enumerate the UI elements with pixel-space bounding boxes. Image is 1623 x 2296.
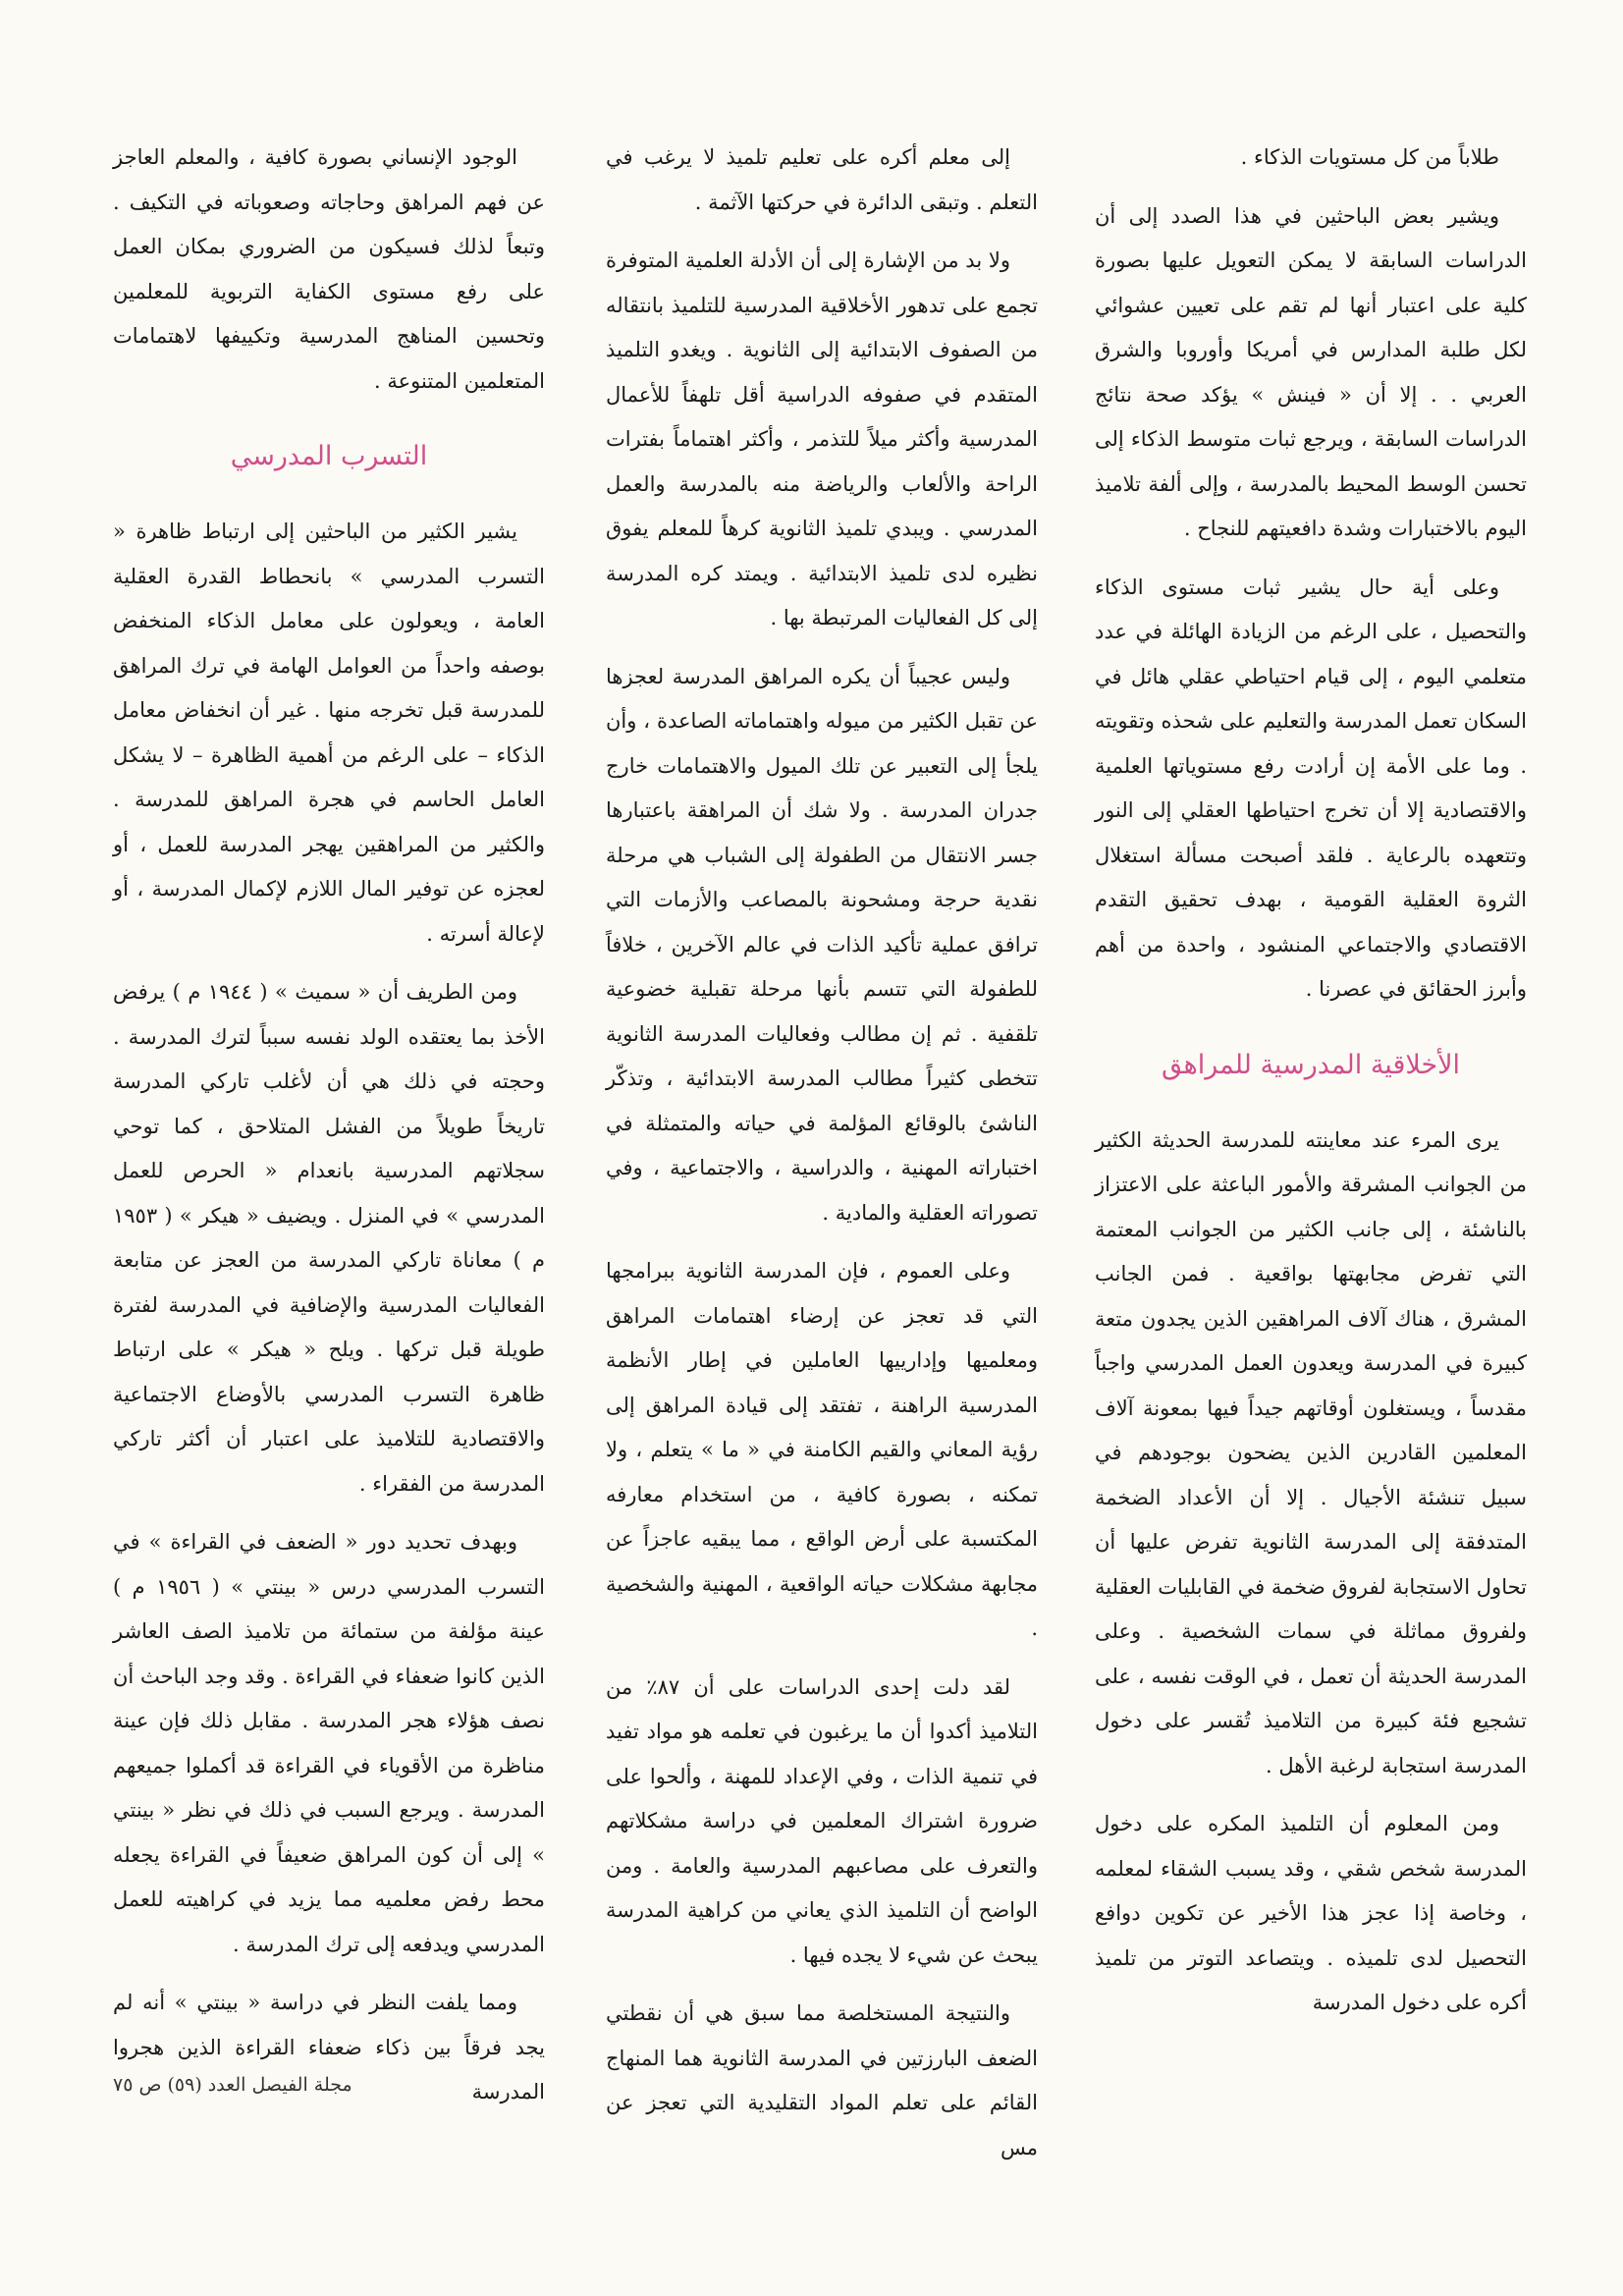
paragraph: ولا بد من الإشارة إلى أن الأدلة العلمية المتوفرة تجمع على تدهور الأخلاقية المدرسية للتلميذ بانتقاله من الصفوف الابتدائية إلى الثانوية . ويغدو التلميذ المتقدم في صفوفه الدراسية أقل تلهفاً للأعمال المدرسية وأكثر ميلاً للتذمر ، وأكثر اهتماماً بفترات الراحة والألعاب والرياضة منه بالمدرسة والعمل المدرسي . ويبدي تلميذ الثانوية كرهاً للمعلم يفوق نظيره لدى تلميذ الابتدائية . ويمتد كره المدرسة إلى كل الفعاليات المرتبطة بها .: [606, 248, 1038, 629]
paragraph: يرى المرء عند معاينته للمدرسة الحديثة الكثير من الجوانب المشرقة والأمور الباعثة على الاعتزاز بالناشئة ، إلى جانب الكثير من الجوانب المعتمة التي تفرض مجابهتها بواقعية . فمن الجانب المشرق ، هناك آلاف المراهقين الذين يجدون متعة كبيرة في المدرسة ويعدون العمل المدرسي واجباً مقدساً ، ويستغلون أوقاتهم جيداً فيها بمعونة آلاف المعلمين القادرين الذين يضحون بوجودهم في سبيل تنشئة الأجيال . إلا أن الأعداد الضخمة المتدفقة إلى المدرسة الثانوية تفرض عليها أن تحاول الاستجابة لفروق ضخمة في القابليات العقلية ولفروق مماثلة في سمات الشخصية . وعلى المدرسة الحديثة أن تعمل ، في الوقت نفسه ، على تشجيع فئة كبيرة من التلاميذ تُقسر على دخول المدرسة استجابة لرغبة الأهل .: [1095, 1127, 1527, 1777]
paragraph: وبهدف تحديد دور « الضعف في القراءة » في التسرب المدرسي درس « بينتي » ( ١٩٥٦ م ) عينة مؤلفة من ستمائة من تلاميذ الصف العاشر الذين كانوا ضعفاء في القراءة . وقد وجد الباحث أن نصف هؤلاء هجر المدرسة . مقابل ذلك فإن عينة مناظرة من الأقوياء في القراءة قد أكملوا جميعهم المدرسة . ويرجع السبب في ذلك في نظر « بينتي » إلى أن كون المراهق ضعيفاً في القراءة يجعله محط رفض معلميه مما يزيد في كراهيته للعمل المدرسي ويدفعه إلى ترك المدرسة .: [113, 1530, 546, 1956]
paragraph: ويشير بعض الباحثين في هذا الصدد إلى أن الدراسات السابقة لا يمكن التعويل عليها بصورة كلية على اعتبار أنها لم تقم على تعيين عشوائي لكل طلبة المدارس في أمريكا وأوروبا والشرق العربي . . إلا أن « فينش » يؤكد صحة نتائج الدراسات السابقة ، ويرجع ثبات متوسط الذكاء إلى تحسن الوسط المحيط بالمدرسة ، وإلى ألفة تلاميذ اليوم بالاختبارات وشدة دافعيتهم للنجاح .: [1095, 203, 1527, 540]
paragraph: ومن المعلوم أن التلميذ المكره على دخول المدرسة شخص شقي ، وقد يسبب الشقاء لمعلمه ، وخاصة إذا عجز هذا الأخير عن تكوين دوافع التحصيل لدى تلميذه . ويتصاعد التوتر من تلميذ أكره على دخول المدرسة: [1095, 1812, 1527, 2014]
paragraph: ومما يلفت النظر في دراسة « بينتي » أنه لم يجد فرقاً بين ذكاء ضعفاء القراءة الذين هجروا المدرسة: [113, 1991, 545, 2104]
paragraph: طلاباً من كل مستويات الذكاء .: [1240, 145, 1499, 169]
paragraph: والنتيجة المستخلصة مما سبق هي أن نقطتي الضعف البارزتين في المدرسة الثانوية هما المنهاج القائم على تعلم المواد التقليدية التي تعجز عن مس: [606, 2001, 1038, 2159]
paragraph: وعلى العموم ، فإن المدرسة الثانوية ببرامجها التي قد تعجز عن إرضاء اهتمامات المراهق ومعلميها وإدارييها العاملين في إطار الأنظمة المدرسية الراهنة ، تفتقد إلى قيادة المراهق إلى رؤية المعاني والقيم الكامنة في « ما » يتعلم ، ولا تمكنه ، بصورة كافية ، من استخدام معارفه المكتسبة على أرض الواقع ، مما يبقيه عاجزاً عن مجابهة مشكلات حياته الواقعية ، المهنية والشخصية .: [606, 1259, 1038, 1640]
paragraph: لقد دلت إحدى الدراسات على أن ٨٧٪ من التلاميذ أكدوا أن ما يرغبون في تعلمه هو مواد تفيد في تنمية الذات ، وفي الإعداد للمهنة ، وألحوا على ضرورة اشتراك المعلمين في دراسة مشكلاتهم والتعرف على مصاعبهم المدرسية والعامة . ومن الواضح أن التلميذ الذي يعاني من كراهية المدرسة يبحث عن شيء لا يجده فيها .: [606, 1674, 1038, 1967]
section-heading-dropout: التسرب المدرسي: [230, 441, 428, 471]
paragraph: الوجود الإنساني بصورة كافية ، والمعلم العاجز عن فهم المراهق وحاجاته وصعوباته في التكيف . وتبعاً لذلك فسيكون من الضروري بمكان العمل على رفع مستوى الكفاية التربوية للمعلمين وتحسين المناهج المدرسية وتكييفها لاهتمامات المتعلمين المتنوعة .: [113, 145, 545, 393]
column-right: [1095, 136, 1527, 2060]
paragraph: إلى معلم أكره على تعليم تلميذ لا يرغب في التعلم . وتبقى الدائرة في حركتها الآثمة .: [606, 145, 1038, 214]
paragraph: وليس عجيباً أن يكره المراهق المدرسة لعجزها عن تقبل الكثير من ميوله واهتماماته الصاعدة ، وأن يلجأ إلى التعبير عن تلك الميول والاهتمامات خارج جدران المدرسة . ولا شك أن المراهقة باعتبارها جسر الانتقال من الطفولة إلى الشباب هي مرحلة نقدية حرجة ومشحونة بالمصاعب والأزمات التي ترافق عملية تأكيد الذات في عالم الآخرين ، خلافاً للطفولة التي تتسم بأنها مرحلة تقبلية خضوعية تلقفية . ثم إن مطالب وفعاليات المدرسة الثانوية تتخطى كثيراً مطالب المدرسة الابتدائية ، وتذكّر الناشئ بالوقائع المؤلمة في حياته والمتمثلة في اختباراته المهنية ، والدراسية ، والاجتماعية ، وفي تصوراته العقلية والمادية .: [606, 664, 1038, 1225]
paragraph: وعلى أية حال يشير ثبات مستوى الذكاء والتحصيل ، على الرغم من الزيادة الهائلة في عدد متعلمي اليوم ، إلى قيام احتياطي عقلي هائل في السكان تعمل المدرسة والتعليم على شحذه وتقويته . وما على الأمة إن أرادت رفع مستوياتها العلمية والاقتصادية إلا أن تخرج احتياطها العقلي إلى النور وتتعهده بالرعاية . فلقد أصبحت مسألة استغلال الثروة العقلية القومية ، بهدف تحقيق التقدم الاقتصادي والاجتماعي المنشود ، واحدة من أهم وأبرز الحقائق في عصرنا .: [1094, 574, 1527, 1001]
section-heading-school-morale: الأخلاقية المدرسية للمراهق: [1161, 1049, 1461, 1080]
paragraph: يشير الكثير من الباحثين إلى ارتباط ظاهرة « التسرب المدرسي » بانحطاط القدرة العقلية العامة ، ويعولون على معامل الذكاء المنخفض بوصفه واحداً من العوامل الهامة في ترك المراهق للمدرسة قبل تخرجه منها . غير أن انخفاض معامل الذكاء – على الرغم من أهمية الظاهرة – لا يشكل العامل الحاسم في هجرة المراهق للمدرسة . والكثير من المراهقين يهجر المدرسة للعمل ، أو لعجزه عن توفير المال اللازم لإكمال المدرسة ، أو لإعالة أسرته .: [113, 519, 545, 946]
paragraph: ومن الطريف أن « سميث » ( ١٩٤٤ م ) يرفض الأخذ بما يعتقده الولد نفسه سبباً لترك المدرسة . وحجته في ذلك هي أن لأغلب تاركي المدرسة تاريخاً طويلاً من الفشل المتلاحق ، كما توحي سجلاتهم المدرسية بانعدام « الحرص للعمل المدرسي » في المنزل . ويضيف « هيكر » ( ١٩٥٣ م ) معاناة تاركي المدرسة من العجز عن متابعة الفعاليات المدرسية والإضافية في المدرسة لفترة طويلة قبل تركها . ويلح « هيكر » على ارتباط ظاهرة التسرب المدرسي بالأوضاع الاجتماعية والاقتصادية للتلاميذ على اعتبار أن أكثر تاركي المدرسة من الفقراء .: [113, 980, 545, 1496]
column-middle: [606, 136, 1038, 2159]
page-footer: مجلة الفيصل العدد (٥٩) ص ٧٥: [113, 2074, 352, 2096]
